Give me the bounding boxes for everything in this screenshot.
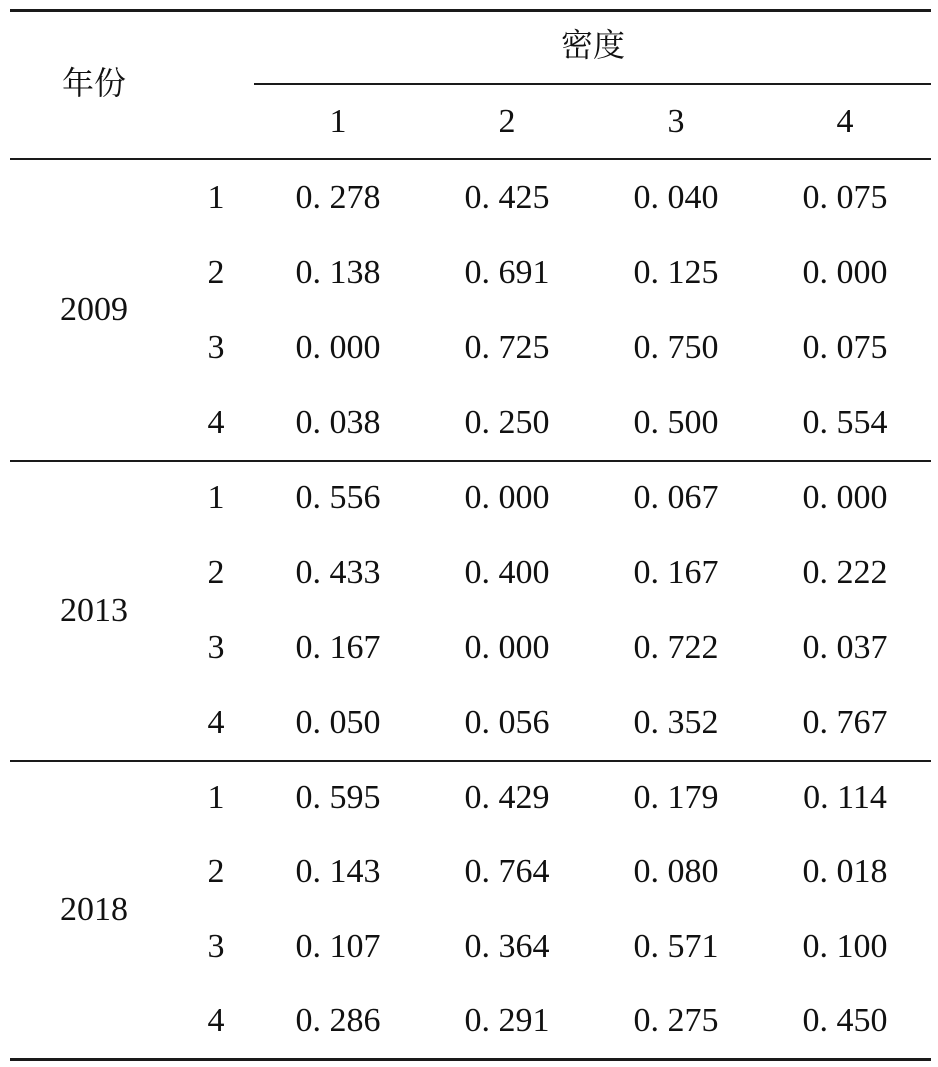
value-cell: 0. 595 (295, 779, 381, 817)
value-cell: 0. 554 (802, 403, 888, 441)
value-cell: 0. 429 (464, 779, 550, 817)
value-cell: 0. 364 (464, 927, 550, 965)
state-cell: 3 (207, 328, 225, 366)
value-cell: 0. 400 (464, 554, 550, 592)
group-divider-2013 (10, 460, 931, 462)
value-cell: 0. 222 (802, 554, 888, 592)
value-cell: 0. 050 (295, 703, 381, 741)
value-cell: 0. 750 (633, 328, 719, 366)
value-cell: 0. 067 (633, 479, 719, 517)
value-cell: 0. 075 (802, 328, 888, 366)
state-cell: 4 (207, 1001, 225, 1039)
state-cell: 4 (207, 703, 225, 741)
value-cell: 0. 352 (633, 703, 719, 741)
value-cell: 0. 138 (295, 253, 381, 291)
density-underline (254, 83, 931, 85)
value-cell: 0. 037 (802, 628, 888, 666)
year-cell: 2018 (60, 890, 128, 928)
value-cell: 0. 018 (802, 853, 888, 891)
value-cell: 0. 080 (633, 853, 719, 891)
value-cell: 0. 143 (295, 853, 381, 891)
value-cell: 0. 114 (803, 779, 887, 817)
year-cell: 2009 (60, 291, 128, 328)
state-cell: 1 (207, 479, 225, 517)
state-cell: 4 (207, 403, 225, 441)
value-cell: 0. 691 (464, 253, 550, 291)
year-header: 年份 (61, 64, 127, 102)
value-cell: 0. 250 (464, 403, 550, 441)
value-cell: 0. 000 (295, 328, 381, 366)
value-cell: 0. 167 (295, 628, 381, 666)
value-cell: 0. 000 (464, 479, 550, 517)
bottom-rule (10, 1058, 931, 1061)
value-cell: 0. 179 (633, 779, 719, 817)
value-cell: 0. 038 (295, 403, 381, 441)
header-rule (10, 158, 931, 160)
state-cell: 1 (207, 779, 225, 817)
value-cell: 0. 040 (633, 178, 719, 216)
state-cell: 2 (207, 253, 225, 291)
state-cell: 3 (207, 927, 225, 965)
value-cell: 0. 500 (633, 403, 719, 441)
column-header: 2 (498, 103, 516, 140)
state-cell: 2 (207, 853, 225, 891)
value-cell: 0. 100 (802, 927, 888, 965)
value-cell: 0. 107 (295, 927, 381, 965)
value-cell: 0. 278 (295, 178, 381, 216)
state-cell: 3 (207, 628, 225, 666)
value-cell: 0. 286 (295, 1001, 381, 1039)
value-cell: 0. 571 (633, 927, 719, 965)
state-cell: 1 (207, 178, 225, 216)
value-cell: 0. 291 (464, 1001, 550, 1039)
column-header: 1 (329, 103, 347, 140)
value-cell: 0. 425 (464, 178, 550, 216)
value-cell: 0. 450 (802, 1001, 888, 1039)
value-cell: 0. 767 (802, 703, 888, 741)
value-cell: 0. 433 (295, 554, 381, 592)
value-cell: 0. 000 (802, 253, 888, 291)
state-cell: 2 (207, 554, 225, 592)
value-cell: 0. 075 (802, 178, 888, 216)
group-divider-2018 (10, 760, 931, 762)
value-cell: 0. 000 (802, 479, 888, 517)
value-cell: 0. 722 (633, 628, 719, 666)
column-header: 3 (667, 103, 685, 140)
year-cell: 2013 (60, 591, 128, 629)
column-header: 4 (836, 103, 854, 140)
value-cell: 0. 056 (464, 703, 550, 741)
density-header: 密度 (560, 26, 626, 64)
top-rule (10, 9, 931, 12)
value-cell: 0. 764 (464, 853, 550, 891)
value-cell: 0. 125 (633, 253, 719, 291)
value-cell: 0. 000 (464, 628, 550, 666)
value-cell: 0. 725 (464, 328, 550, 366)
value-cell: 0. 167 (633, 554, 719, 592)
value-cell: 0. 556 (295, 479, 381, 517)
value-cell: 0. 275 (633, 1001, 719, 1039)
